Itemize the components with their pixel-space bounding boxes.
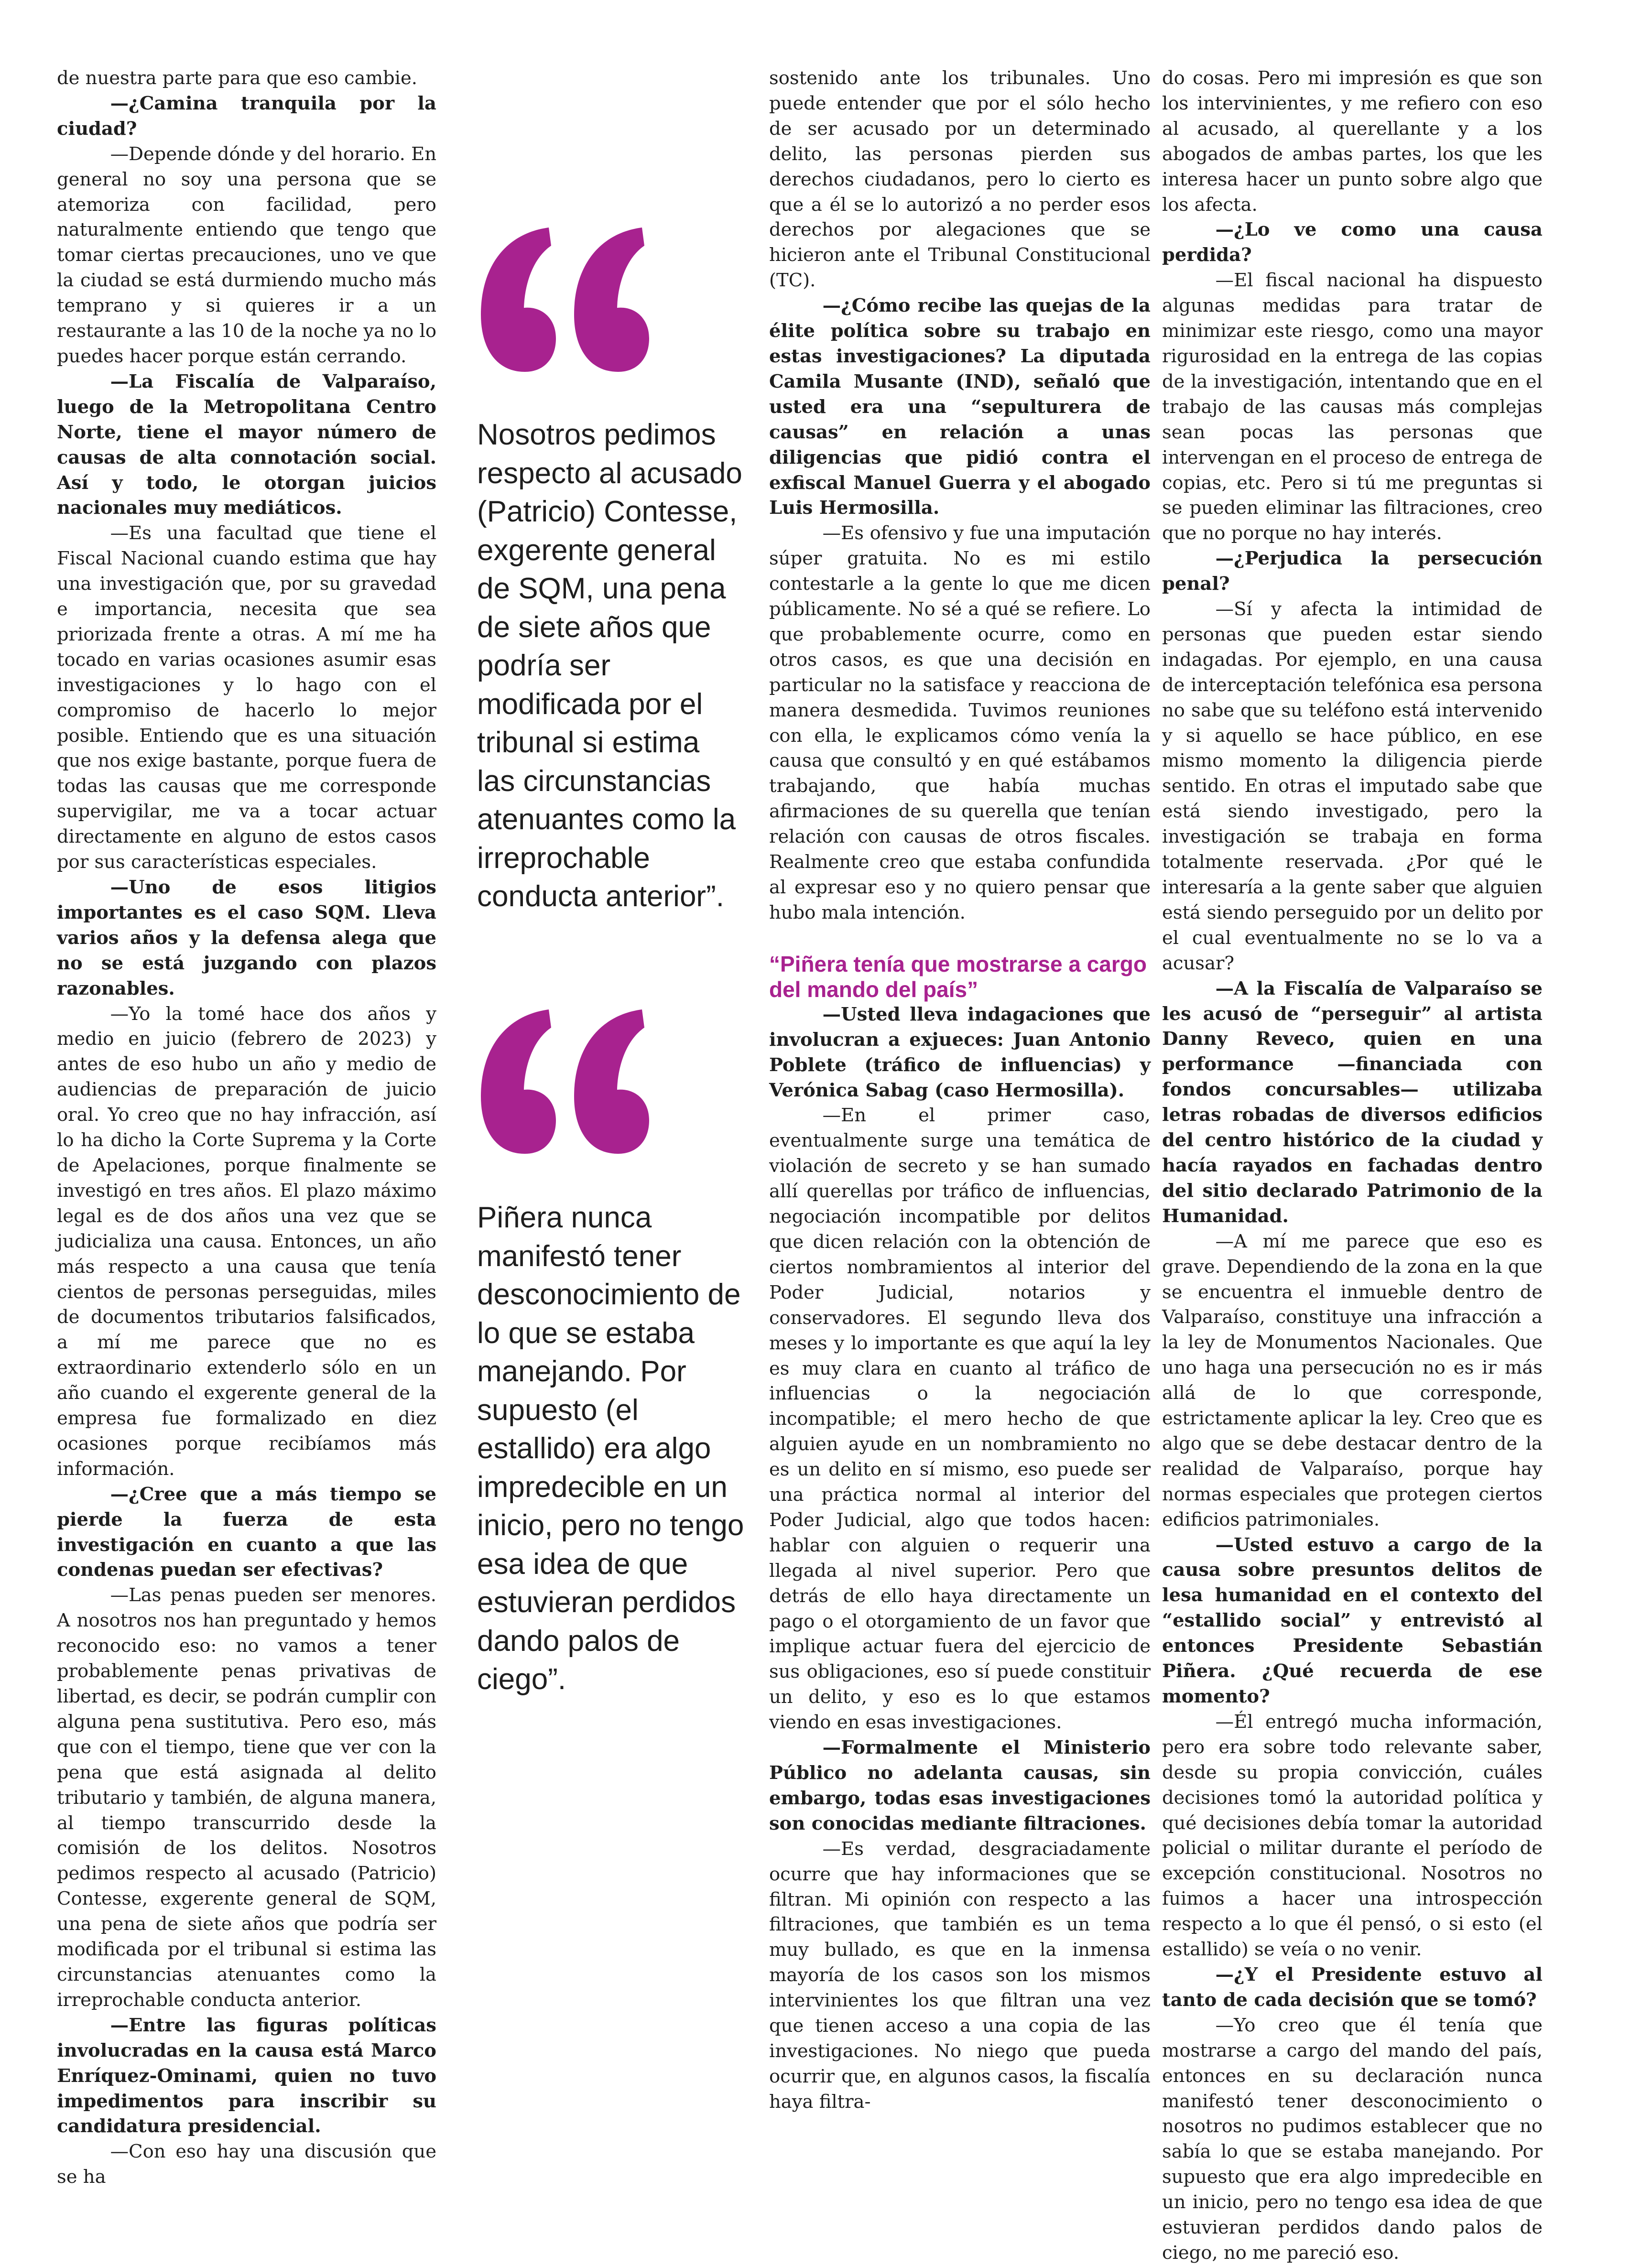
interview-question: —¿Y el Presidente estuvo al tanto de cada decisión que se tomó? [1162, 1963, 1543, 2011]
interview-answer: —A mí me parece que eso es grave. Dependiendo de la zona en la que se encuentra el inmueble dentro de Valparaíso, constituye una infracción a la ley de Monumentos Nacionales. Que uno haga una persecución no es ir más allá de lo que corresponde, estrictamente aplicar la ley. Creo que es algo que se debe destacar dentro de la realidad de Valparaíso, porque hay normas especiales que protegen ciertos edificios patrimoniales. [1162, 1230, 1543, 1530]
pull-quote-1: Nosotros pedimos respecto al acusado (Patricio) Contesse, exgerente general de SQM, una pena de siete años que podría ser modificada por el tribunal si estima las circunstancias atenuantes como la irreprochable conducta anterior”. [477, 418, 742, 913]
interview-answer: —Las penas pueden ser menores. A nosotros nos han preguntado y hemos reconocido eso: no vamos a tener probablemente penas privativas de libertad, es decir, se podrán cumplir con alguna pena sustitutiva. Pero eso, más que con el tiempo, tiene que ver con la pena que está asignada al delito tributario y también, de alguna manera, al tiempo transcurrido desde la comisión de los delitos. Nosotros pedimos respecto al acusado (Patricio) Contesse, exgerente general de SQM, una pena de siete años que podría ser modificada por el tribunal si estima las circunstancias atenuantes como la irreprochable conducta anterior. [57, 1584, 436, 2011]
interview-question: —Entre las figuras políticas involucradas en la causa está Marco Enríquez-Ominami, quien no tuvo impedimentos para inscribir su candidatura presidencial. [57, 2014, 436, 2137]
interview-question: —Usted lleva indagaciones que involucran a exjueces: Juan Antonio Poblete (tráfico de influencias) y Verónica Sabag (caso Hermosilla). [769, 1003, 1151, 1101]
interview-question: —¿Cree que a más tiempo se pierde la fuerza de esta investigación en cuanto a que las condenas puedan ser efectivas? [57, 1483, 436, 1581]
interview-answer: —Yo la tomé hace dos años y medio en juicio (febrero de 2023) y antes de eso hubo un año y medio de audiencias de preparación de juicio oral. Yo creo que no hay infracción, así lo ha dicho la Corte Suprema y la Corte de Apelaciones, porque finalmente se investigó en tres años. El plazo máximo legal es de dos años una vez que se judicializa una causa. Entonces, un año más respecto a una causa que tenía cientos de personas perseguidas, miles de documentos tributarios falsificados, a mí me parece que no es extraordinario extenderlo sólo en un año cuando el exgerente general de la empresa fue formalizado en diez ocasiones porque recibíamos más información. [57, 1003, 436, 1480]
interview-question: —¿Camina tranquila por la ciudad? [57, 92, 436, 140]
interview-question: —Formalmente el Ministerio Público no adelanta causas, sin embargo, todas esas investigaciones son conocidas mediante filtraciones. [769, 1737, 1151, 1834]
interview-answer: de nuestra parte para que eso cambie. [57, 67, 417, 89]
interview-question: —A la Fiscalía de Valparaíso se les acusó de “perseguir” al artista Danny Reveco, quien en una performance —financiada con fondos concursables— utilizaba letras robadas de diversos edificios del centro histórico de la ciudad y hacía rayados en fachadas dentro del sitio declarado Patrimonio de la Humanidad. [1162, 977, 1543, 1227]
quote-mark-icon [477, 1006, 649, 1159]
interview-answer: sostenido ante los tribunales. Uno puede entender que por el sólo hecho de ser acusado por un determinado delito, las personas pierden sus derechos ciudadanos, pero lo cierto es que a él se lo autorizó a no perder esos derechos por alegaciones que se hicieron ante el Tribunal Constitucional (TC). [769, 67, 1151, 292]
interview-answer: —Es una facultad que tiene el Fiscal Nacional cuando estima que hay una investigación que, por su gravedad e importancia, necesita que sea priorizada frente a otras. A mí me ha tocado en varias ocasiones asumir esas investigaciones y lo hago con el compromiso de hacerlo lo mejor posible. Entiendo que es una situación que nos exige bastante, porque fuera de todas las causas que me corresponde supervigilar, me va a tocar actuar directamente en alguno de estos casos por sus características especiales. [57, 522, 436, 873]
interview-question: —La Fiscalía de Valparaíso, luego de la Metropolitana Centro Norte, tiene el mayor número de causas de alta connotación social. Así y todo, le otorgan juicios nacionales muy mediáticos. [57, 370, 436, 519]
interview-answer: —Yo creo que él tenía que mostrarse a cargo del mando del país, entonces en su declaración nunca manifestó tener desconocimiento o nosotros no pudimos establecer que no sabía lo que se estaba manejando. Por supuesto que era algo impredecible en un inicio, pero no tengo esa idea de que estuvieran perdidos dando palos de ciego, no me pareció eso. [1162, 2014, 1543, 2264]
interview-answer: do cosas. Pero mi impresión es que son los intervinientes, y me refiero con eso al acusado, al querellante y a los abogados de ambas partes, los que les interesa hacer un punto sobre algo que los afecta. [1162, 67, 1543, 216]
interview-question: —Uno de esos litigios importantes es el caso SQM. Lleva varios años y la defensa alega que no se está juzgando con plazos razonables. [57, 877, 436, 999]
section-subheading: “Piñera tenía que mostrarse a cargo del mando del país” [769, 951, 1147, 1002]
interview-question: —Usted estuvo a cargo de la causa sobre presuntos delitos de lesa humanidad en el contexto del “estallido social” y entrevistó al entonces Presidente Sebastián Piñera. ¿Qué recuerda de ese momento? [1162, 1534, 1543, 1707]
interview-question: —¿Lo ve como una causa perdida? [1162, 219, 1543, 266]
article-column-1 [57, 66, 436, 2190]
article-column-3 [769, 66, 1151, 2115]
article-column-4 [1162, 66, 1543, 2266]
interview-answer: —Sí y afecta la intimidad de personas que pueden estar siendo indagadas. Por ejemplo, en una causa de interceptación telefónica esa persona no sabe que su teléfono está intervenido y si aquello se hace público, en ese mismo momento la diligencia pierde sentido. En otras el imputado sabe que está siendo investigado, pero la investigación se trabaja en forma totalmente reservada. ¿Por qué le interesaría a la gente saber que alguien está siendo perseguido por un delito por el cual eventualmente no se lo va a acusar? [1162, 598, 1543, 974]
pull-quote-2: Piñera nunca manifestó tener desconocimiento de lo que se estaba manejando. Por supuesto (el estallido) era algo impredecible en un inicio, pero no tengo esa idea de que estuvieran perdidos dando palos de ciego”. [477, 1201, 744, 1696]
interview-answer: —En el primer caso, eventualmente surge una temática de violación de secreto y se han sumado allí querellas por tráfico de influencias, negociación incompatible por delitos que dicen relación con la obtención de ciertos nombramientos al interior del Poder Judicial, notarios y conservadores. El segundo lleva dos meses y lo importante es que aquí la ley es muy clara en cuanto al tráfico de influencias o la negociación incompatible; el mero hecho de que alguien ayude en un nombramiento no es un delito en sí mismo, eso puede ser una práctica normal al interior del Poder Judicial, algo que todos hacen: hablar con alguien o requerir una llegada al nivel superior. Pero que detrás de ello haya directamente un pago o el otorgamiento de un favor que implique actuar fuera del ejercicio de sus obligaciones, eso sí puede constituir un delito, y eso es lo que estamos viendo en esas investigaciones. [769, 1105, 1151, 1734]
interview-answer: —Depende dónde y del horario. En general no soy una persona que se atemoriza con facilidad, pero naturalmente entiendo que tengo que tomar ciertas precauciones, uno ve que la ciudad se está durmiendo mucho más temprano y si quieres ir a un restaurante a las 10 de la noche ya no lo puedes hacer porque están cerrando. [57, 143, 436, 367]
interview-question: —¿Perjudica la persecución penal? [1162, 548, 1543, 595]
interview-answer: —Con eso hay una discusión que se ha [57, 2141, 436, 2188]
interview-question: —¿Cómo recibe las quejas de la élite política sobre su trabajo en estas investigaciones? La diputada Camila Musante (IND), señaló que usted era una “sepulturera de causas” en relación a unas diligencias que pidió contra el exfiscal Manuel Guerra y el abogado Luis Hermosilla. [769, 295, 1151, 519]
interview-answer: —El fiscal nacional ha dispuesto algunas medidas para tratar de minimizar este riesgo, como una mayor rigurosidad en la entrega de las copias de la investigación, intentando que en el trabajo de las causas más complejas sean pocas las personas que intervengan en el proceso de entrega de copias, etc. Pero si tú me preguntas si se pueden eliminar las filtraciones, creo que no porque no hay interés. [1162, 270, 1543, 544]
quote-mark-icon [477, 224, 649, 377]
interview-answer: —Es ofensivo y fue una imputación súper gratuita. No es mi estilo contestarle a la gente lo que me dicen públicamente. No sé a qué se refiere. Lo que probablemente ocurre, como en otros casos, es que una decisión en particular no la satisface y reacciona de manera desmedida. Tuvimos reuniones con ella, le explicamos cómo venía la causa que consultó y en qué estábamos trabajando, que había muchas afirmaciones de su querella que tenían relación con causas de otros fiscales. Realmente creo que estaba confundida al expresar eso y no quiero pensar que hubo mala intención. [769, 522, 1151, 923]
interview-answer: —Es verdad, desgraciadamente ocurre que hay informaciones que se filtran. Mi opinión con respecto a las filtraciones, que también es un tema muy bullado, es que en la inmensa mayoría de los casos son los mismos intervinientes los que filtran una vez que tienen acceso a una copia de las investigaciones. No niego que pueda ocurrir que, en algunos casos, la fiscalía haya filtra- [769, 1838, 1151, 2113]
interview-answer: —Él entregó mucha información, pero era sobre todo relevante saber, desde su propia convicción, cuáles decisiones tomó la autoridad política y qué decisiones debía tomar la autoridad policial o militar durante el período de excepción constitucional. Nosotros no fuimos a hacer una introspección respecto a lo que él pensó, o si esto (el estallido) se veía o no venir. [1162, 1711, 1543, 1961]
